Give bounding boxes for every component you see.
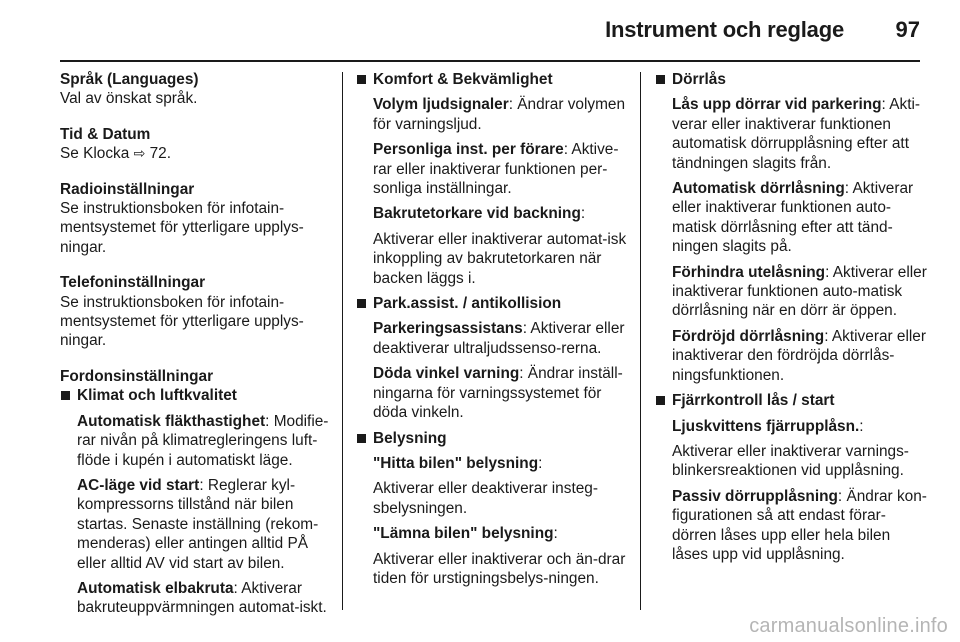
description: : Ändrar inställ-ningarna för varningssystemet för döda vinkeln. (373, 365, 623, 422)
description: : (580, 205, 586, 223)
description: : (553, 525, 558, 543)
page-reference-arrow-icon: ⇨ (133, 145, 146, 162)
column-1 (60, 70, 330, 634)
item-title: Belysning (373, 429, 447, 447)
paragraph (672, 327, 927, 385)
paragraph: Aktiverar eller deaktiverar insteg-sbelysningen. (373, 480, 598, 517)
item-title: Park.assist. / antikollision (373, 295, 562, 313)
paragraph: Aktiverar eller inaktiverar och än-drar tiden för urstigningsbelys-ningen. (373, 550, 626, 587)
list-item (655, 391, 927, 564)
description: : Aktiverar eller deaktiverar ultraljudssenso-rerna. (373, 320, 625, 357)
section-text: Val av önskat språk. (60, 90, 198, 108)
bullet-square-icon (61, 391, 70, 400)
section-phone-settings (60, 273, 330, 351)
item-title: Klimat och luftkvalitet (77, 387, 237, 405)
section-title: Telefoninställningar (60, 274, 206, 292)
list-item (60, 386, 330, 617)
description: : Aktiverar bakruteuppvärmningen automat-iskt. (77, 579, 327, 617)
term: Döda vinkel varning (373, 365, 520, 383)
bullet-square-icon (656, 75, 665, 84)
section-radio-settings (60, 180, 330, 258)
item-title: Komfort & Bekvämlighet (373, 71, 553, 88)
section-title: Fordonsinställningar (60, 367, 214, 385)
section-language (60, 70, 330, 109)
section-text: Se instruktionsboken för infotain-mentsystemet för ytterligare upplys-ningar. (60, 200, 304, 256)
bullet-square-icon (656, 396, 665, 405)
paragraph (672, 263, 927, 321)
watermark: carmanualsonline.info (749, 615, 948, 637)
description: : Akti-verar eller inaktiverar funktionen automatisk dörrupplåsning efter att tändningen slagits från. (672, 96, 921, 172)
header-divider (60, 60, 920, 62)
section-title: Radioinställningar (60, 180, 195, 198)
paragraph (373, 454, 628, 473)
bullet-square-icon (357, 75, 366, 84)
description: : Reglerar kyl-kompressorns tillstånd när bilen startas. Senaste inställning (rekom-menderas) eller antingen alltid PÅ eller alltid AV vid start av bilen. (77, 476, 319, 572)
term: Lås upp dörrar vid parkering (672, 96, 882, 114)
section-text: Se instruktionsboken för infotain-mentsystemet för ytterligare upplys-ningar. (60, 293, 304, 350)
section-text (60, 144, 330, 163)
term: Automatisk elbakruta (77, 579, 234, 597)
term: Förhindra utelåsning (672, 263, 826, 281)
term: Automatisk fläkthastighet (77, 412, 266, 430)
term: Fördröjd dörrlåsning (672, 327, 825, 345)
paragraph (77, 412, 330, 470)
paragraph (373, 319, 628, 358)
term: Ljuskvittens fjärrupplåsn. (672, 417, 860, 435)
description: : (859, 417, 864, 435)
item-title: Fjärrkontroll lås / start (672, 392, 835, 410)
description: : Aktiverar eller inaktiverar funktionen auto-matisk dörrlåsning efter att tänd-ningen slagits på. (672, 180, 914, 256)
section-vehicle-settings (60, 367, 330, 618)
description: : (538, 454, 543, 472)
description: : Ändrar kon-figurationen så att endast förar-dörren låses upp eller hela bilen låses upp vid upplåsning. (672, 487, 927, 563)
item-title: Dörrlås (672, 71, 726, 88)
paragraph (373, 204, 628, 223)
paragraph (672, 487, 927, 565)
bullet-square-icon (357, 434, 366, 443)
column-divider-2 (640, 72, 641, 610)
term: AC-läge vid start (77, 476, 200, 494)
section-title: Tid & Datum (60, 125, 151, 143)
text-prefix: Se Klocka (60, 145, 130, 163)
term: Passiv dörrupplåsning (672, 487, 838, 505)
list-item (655, 70, 927, 385)
description: : Aktive-rar eller inaktiverar funktionen per-sonliga inställningar. (373, 141, 619, 198)
paragraph (77, 579, 330, 618)
list-item (356, 429, 628, 589)
description: : Modifie-rar nivån på klimatregleringens luft-flöde i kupén i automatiskt läge. (77, 412, 329, 469)
list-item (356, 70, 628, 288)
paragraph: Aktiverar eller inaktiverar automat-isk inkoppling av bakrutetorkaren när backen läggs i. (373, 230, 627, 287)
paragraph (373, 140, 628, 198)
term: Personliga inst. per förare (373, 141, 564, 159)
page-number: 97 (895, 17, 920, 42)
bullet-square-icon (357, 299, 366, 308)
term: Parkeringsassistans (373, 320, 523, 338)
paragraph (672, 417, 927, 436)
page-header (0, 0, 960, 62)
term: Volym ljudsignaler (373, 96, 509, 114)
section-time-date (60, 125, 330, 164)
term: "Hitta bilen" belysning (373, 454, 539, 472)
description: : Aktiverar eller inaktiverar funktionen auto-matisk dörrlåsning när en dörr är öppen. (672, 263, 927, 320)
description: : Aktiverar eller inaktiverar den fördröjda dörrlås-ningsfunktionen. (672, 327, 926, 384)
section-title: Språk (Languages) (60, 71, 199, 88)
paragraph: Aktiverar eller inaktiverar varnings-blinkersreaktionen vid upplåsning. (672, 442, 909, 480)
column-3 (655, 70, 927, 570)
term: Bakrutetorkare vid backning (373, 205, 581, 223)
column-2 (356, 70, 628, 594)
list-item (356, 294, 628, 422)
paragraph (373, 524, 628, 543)
paragraph (373, 95, 628, 134)
paragraph (77, 476, 330, 573)
term: Automatisk dörrlåsning (672, 180, 845, 198)
page-title: Instrument och reglage (605, 17, 844, 42)
column-divider-1 (342, 72, 343, 610)
term: "Lämna bilen" belysning (373, 525, 554, 543)
paragraph (373, 364, 628, 422)
page-reference: 72. (149, 145, 171, 163)
paragraph (672, 179, 927, 257)
paragraph (672, 95, 927, 173)
description: : Ändrar volymen för varningsljud. (373, 96, 626, 133)
